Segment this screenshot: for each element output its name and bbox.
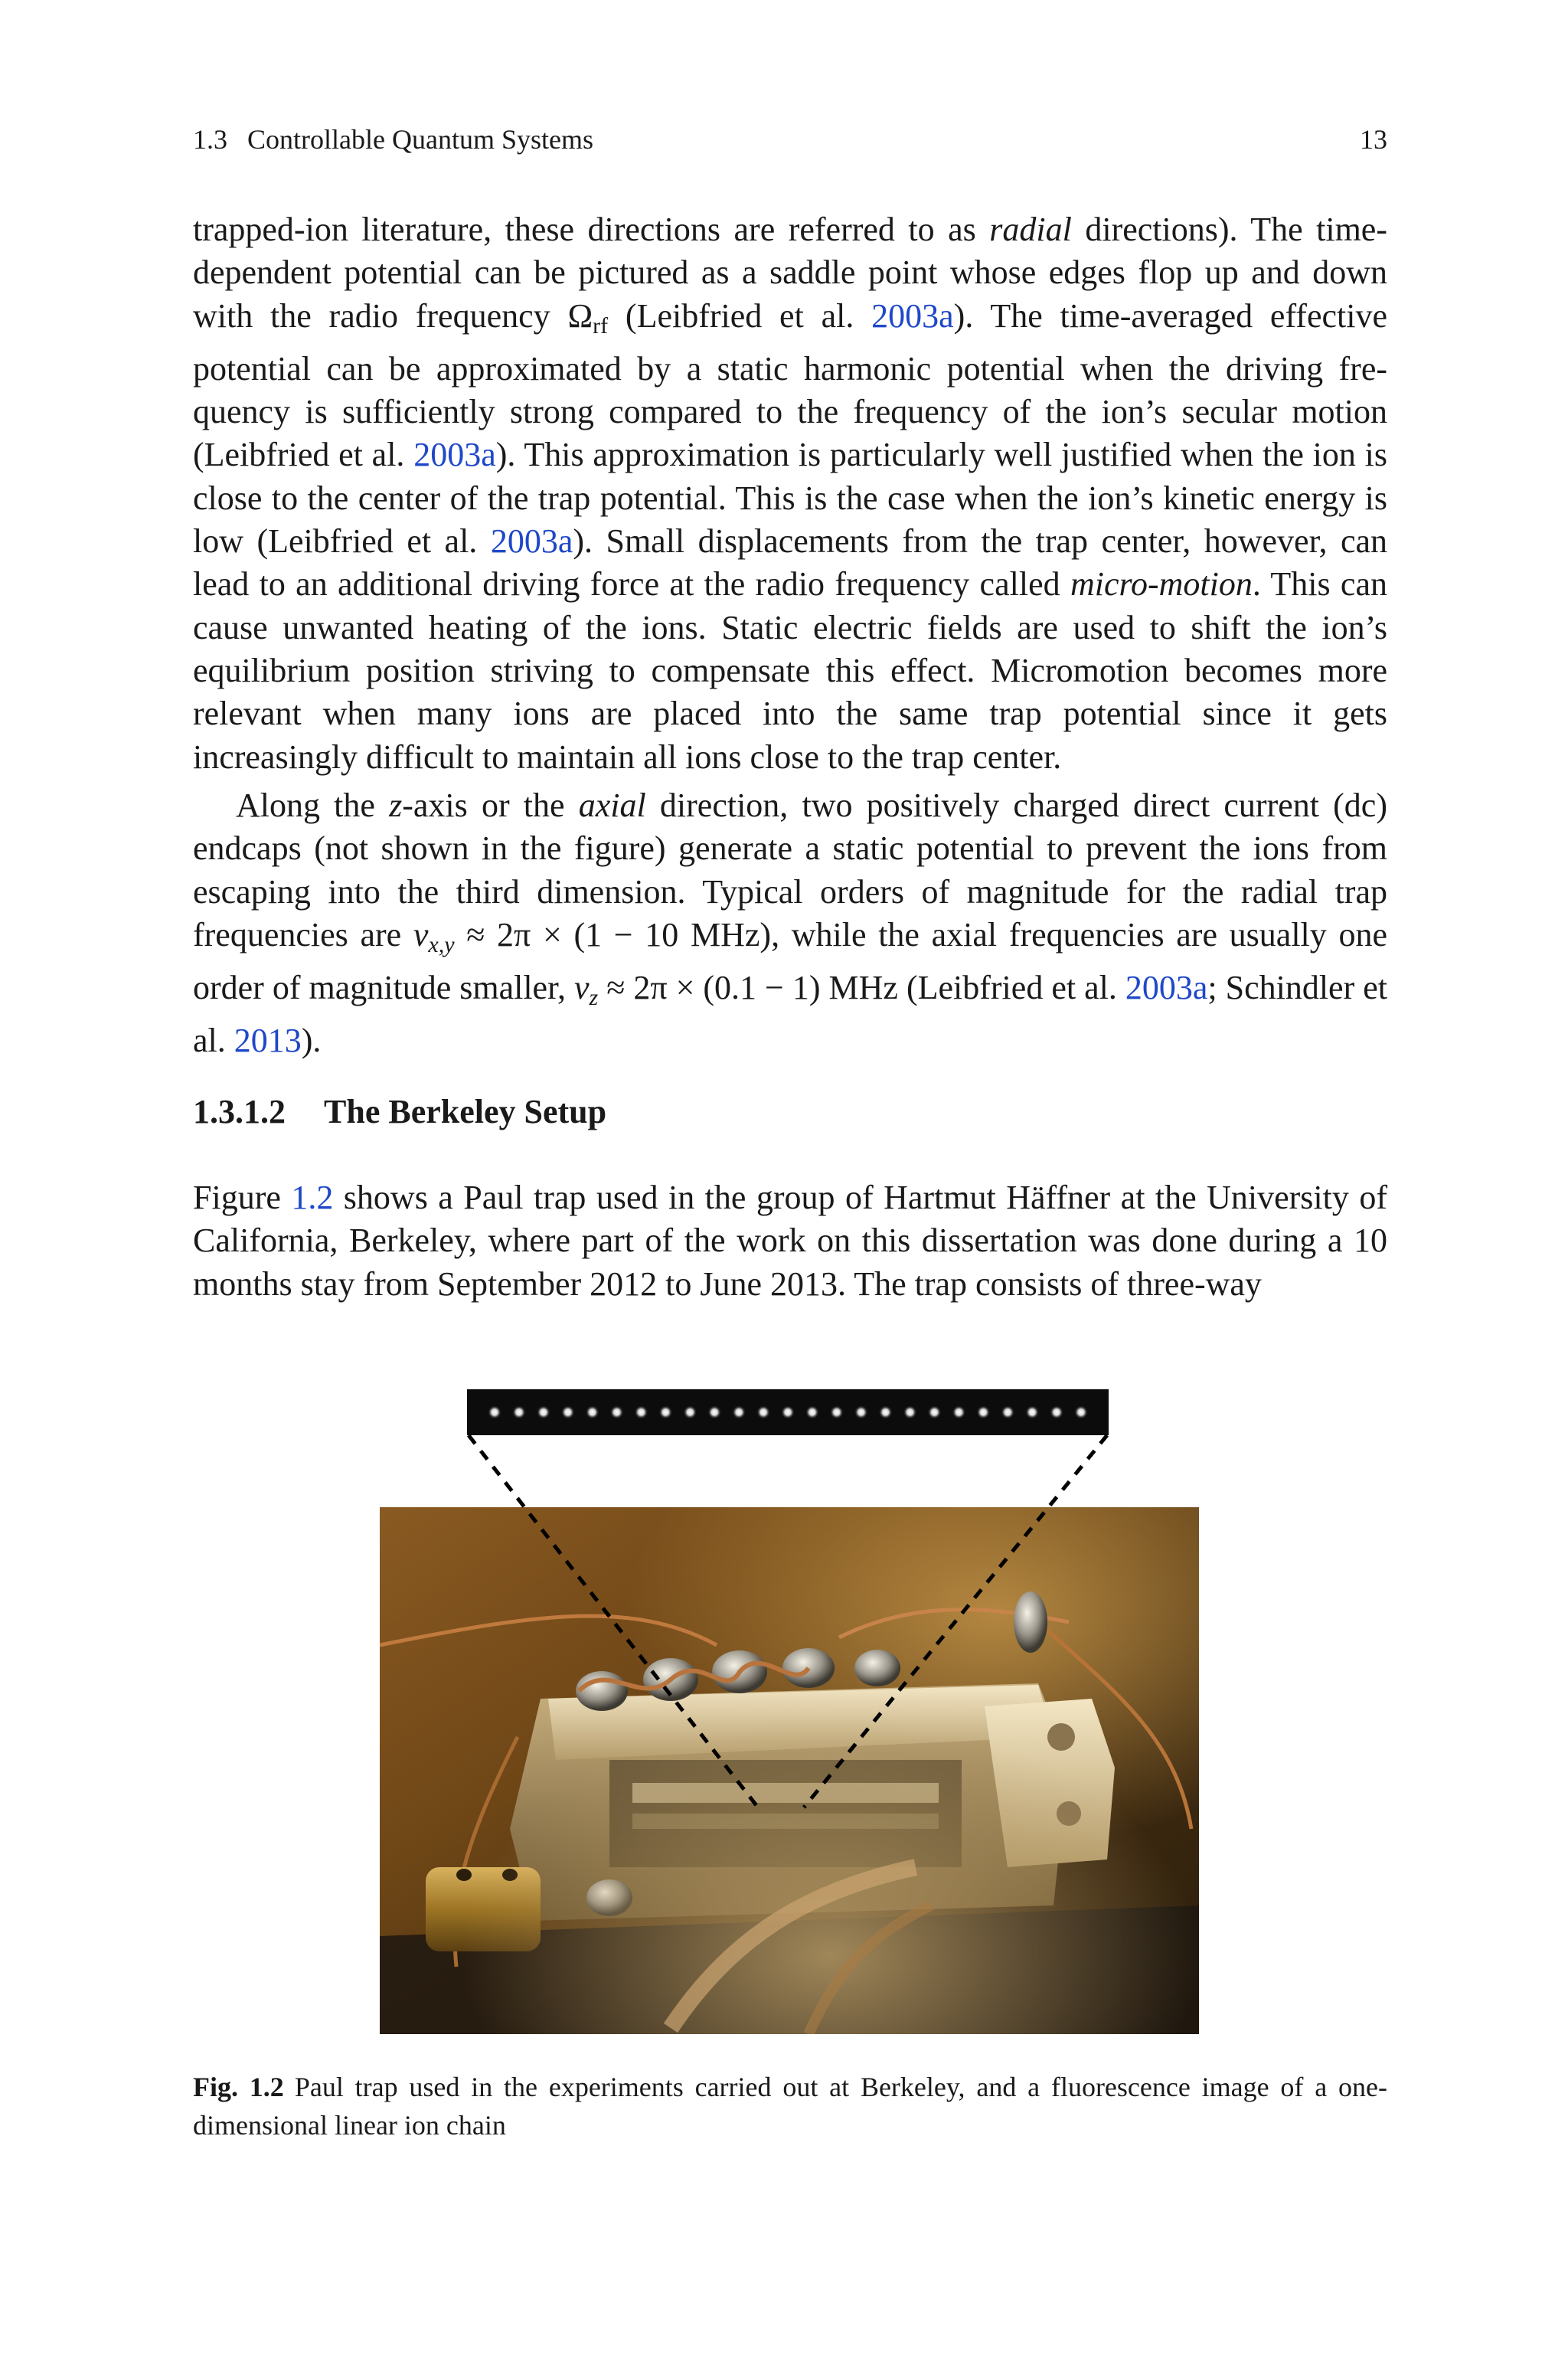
text-run: directions). The time-dependent potential can be pictured as a saddle point whose edges flop up and down with the radio frequency	[193, 211, 1387, 335]
ion-spot	[488, 1405, 501, 1419]
text-run: Along the	[236, 787, 390, 824]
body-paragraph-1	[193, 208, 1387, 779]
text-run: ). Small displacements from the trap center, however, can lead to an additional driving force at the radio frequency called	[193, 522, 1388, 603]
ion-spot	[537, 1405, 550, 1419]
text-run: ). The time-averaged effective potential can be approximated by a static harmonic potential when the driving fre-quency is sufficiently strong compared to the frequency of the ion’s secular motion (Leibfried et al.	[193, 296, 1388, 474]
text-run: (Leibfried et al.	[897, 969, 1125, 1007]
text-run: Figure	[193, 1179, 292, 1216]
ion-spot	[707, 1405, 721, 1419]
caption-text: Paul trap used in the experiments carried out at Berkeley, and a fluorescence image of a one-dimensional linear ion chain	[193, 2072, 1387, 2141]
ion-spot	[903, 1405, 917, 1419]
ion-spot	[610, 1405, 624, 1419]
citation-link[interactable]: 2003a	[490, 522, 573, 561]
paragraph	[193, 784, 1387, 1063]
text-run: trapped-ion literature, these directions are referred to as	[193, 211, 990, 248]
ion-chain-svg	[467, 1389, 1109, 1435]
equation-radial: ≈ 2π × (1 − 10 MHz)	[454, 915, 772, 953]
ion-spot	[561, 1405, 575, 1419]
ion-spot	[512, 1405, 526, 1419]
citation-link[interactable]: 2003a	[413, 436, 496, 474]
nu-subscript-xy: x,y	[428, 931, 455, 957]
ion-spot	[1050, 1405, 1063, 1419]
section-number: 1.3	[193, 124, 227, 155]
figure-caption	[193, 2068, 1387, 2144]
text-run: , while the axial frequencies are usually one order of magnitude smaller,	[193, 915, 1387, 1007]
text-run: shows a Paul trap used in the group of Hartmut Häffner at the University of California, Berkeley, where part of the work on this dissertation was done during a 10 months stay from September 2012 to June 2013. The trap consists of three-way	[193, 1179, 1387, 1303]
citation-link[interactable]: 2003a	[871, 296, 954, 335]
nu-subscript-z: z	[589, 985, 599, 1011]
emphasis-axial: axial	[578, 787, 646, 824]
ion-spot	[658, 1405, 672, 1419]
section-heading	[193, 1091, 606, 1133]
ion-spot	[683, 1405, 697, 1419]
omega-subscript: rf	[593, 312, 609, 339]
text-run: (Leibfried et al.	[608, 296, 872, 335]
equation-axial: ≈ 2π × (0.1 − 1) MHz	[598, 969, 898, 1007]
ion-spot	[1074, 1405, 1088, 1419]
paragraph	[193, 1176, 1387, 1306]
ion-spot	[952, 1405, 965, 1419]
math-nu-z	[573, 969, 599, 1011]
nu-glyph: ν	[413, 915, 429, 953]
ion-spot	[1001, 1405, 1014, 1419]
ion-spot	[586, 1405, 599, 1419]
running-head-section	[193, 123, 593, 156]
emphasis-micromotion: micro-motion	[1070, 565, 1253, 603]
ion-spot	[854, 1405, 868, 1419]
nu-glyph: ν	[573, 969, 590, 1007]
ion-spot	[805, 1405, 819, 1419]
citation-link[interactable]: 2003a	[1125, 969, 1208, 1007]
ion-spot	[756, 1405, 770, 1419]
ion-spot	[781, 1405, 795, 1419]
section-title: Controllable Quantum Systems	[247, 124, 593, 155]
figure-label: Fig. 1.2	[193, 2072, 284, 2102]
ion-spot	[732, 1405, 746, 1419]
section-heading-number: 1.3.1.2	[193, 1093, 286, 1130]
math-nu-xy	[413, 915, 455, 957]
paul-trap-photograph	[380, 1507, 1199, 2034]
ion-chain-fluorescence-image	[467, 1389, 1109, 1435]
text-run: ). This approximation is particularly well justified when the ion is close to the center of the trap potential. This is the case when the ion’s kinetic energy is low (Leibfried et al.	[193, 436, 1387, 561]
body-paragraph-2	[193, 784, 1387, 1063]
math-z: z	[389, 787, 403, 824]
text-run: ).	[301, 1022, 322, 1060]
paragraph	[193, 208, 1387, 779]
page-number: 13	[1360, 124, 1387, 155]
ion-spot	[976, 1405, 990, 1419]
omega-glyph: Ω	[567, 296, 593, 335]
omega-rf-symbol	[567, 296, 609, 339]
ion-spot	[1025, 1405, 1039, 1419]
text-run: ; Schindler et al.	[193, 969, 1387, 1060]
figure-reference-link[interactable]: 1.2	[291, 1179, 334, 1216]
paul-trap-illustration	[380, 1507, 1199, 2034]
ion-spot	[830, 1405, 844, 1419]
citation-link[interactable]: 2013	[234, 1022, 302, 1060]
body-paragraph-3	[193, 1176, 1387, 1306]
running-head	[193, 123, 1387, 156]
ion-spot	[928, 1405, 942, 1419]
text-run: direction, two positively charged direct current (dc) endcaps (not shown in the figure) generate a static potential to prevent the ions from escaping into the third dimension. Typical orders of magnitude for the radial trap frequencies are	[193, 787, 1387, 953]
ion-spot	[879, 1405, 893, 1419]
emphasis-radial: radial	[989, 211, 1072, 248]
text-run: -axis or the	[402, 787, 579, 824]
text-run: . This can cause unwanted heating of the ions. Static electric fields are used to shift the ion’s equilibrium position striving to compensate this effect. Micromotion becomes more relevant when many ions are placed into the same trap potential since it gets increasingly difficult to maintain all ions close to the trap center.	[193, 565, 1387, 776]
section-heading-title: The Berkeley Setup	[324, 1093, 607, 1130]
ion-spot	[635, 1405, 648, 1419]
figure-1-2	[375, 1379, 1202, 2045]
